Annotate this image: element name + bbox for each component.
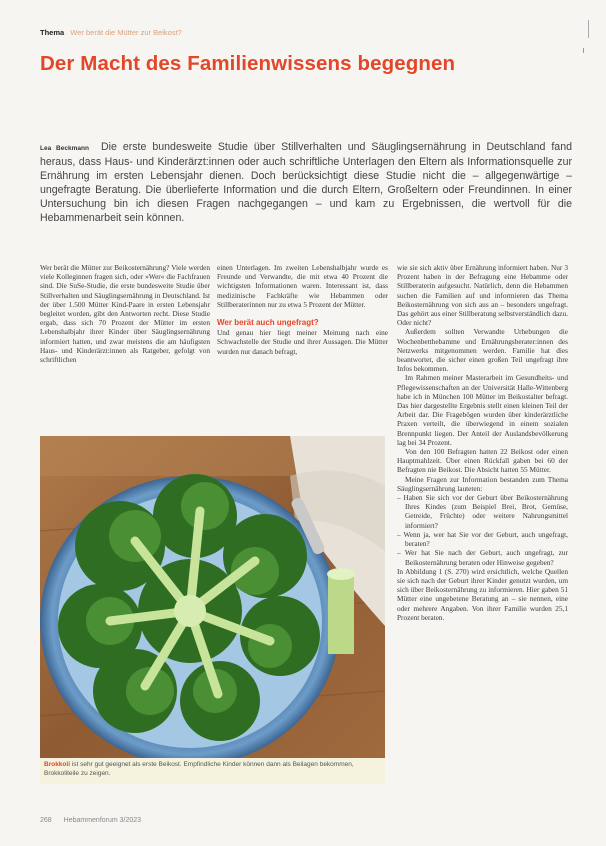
body-paragraph: Von den 100 Befragten hatten 22 Beikost oder einen Hauptmahlzeit. Über einen Rückfall gaben bei 60 der Befragten nie Beikost. Die Absicht hatten 55 Mütter. [397, 447, 568, 475]
topic-label: Wer berät die Mütter zur Beikost? [70, 28, 182, 37]
caption-text: ist sehr gut geeignet als erste Beikost. Empfindliche Kinder können dann als Beilagen bekommen, Brokkoliteile zu zeigen. [44, 761, 354, 777]
lead-text: Die erste bundesweite Studie über Stillverhalten und Säuglingsernährung in Deutschland fand heraus, dass Haus- und Kinderärzt:innen oder auch schriftliche Unterlagen den Eltern als Informationsquelle zur Ernährung im ersten Lebensjahr dienen. Doch berücksichtigt diese Studie nicht die – allgegenwärtige – ungefragte Beratung. Die überlieferte Information und die durch Eltern, Großeltern oder Freundinnen. In einer Untersuchung bin ich diesen Fragen nachgegangen – und kam zu Ergebnissen, die wertvoll für die Hebammenarbeit sein können. [40, 141, 572, 224]
section-kicker [40, 28, 182, 37]
author-name: Lea Beckmann [40, 145, 89, 152]
list-item: – Wer hat Sie nach der Geburt, auch ungefragt, zur Beikosternährung beraten oder Hinweise gegeben? [397, 548, 568, 567]
list-item: – Haben Sie sich vor der Geburt über Beikosternährung Ihres Kindes (zum Beispiel Brei, Brot, Gemüse, Getreide, Früchte) oder weitere Nahrungsmittel informiert? [397, 493, 568, 530]
page-title: Der Macht des Familienwissens begegnen [40, 52, 456, 75]
body-paragraph: einen Unterlagen. Im zweiten Lebenshalbjahr wurde es Freunde und Verwandte, die mit etwa 40 Prozent die wichtigsten Informationen waren. Interessant ist, dass medizinische Fachkräfte wie Hebammen oder Stillberaterinnen nur zu etwa 5 Prozent der Mütter. [217, 263, 388, 309]
journal-name: Hebammenforum 3/2023 [63, 817, 142, 824]
crop-mark [588, 20, 589, 38]
body-paragraph: wie sie sich aktiv über Ernährung informiert haben. Nur 3 Prozent haben in der Befragung eine Hebamme oder Stillberaterin aufgesucht. Natürlich, denn die Hebammen suchen die Familien auf und informieren das Thema Beikosternährung von sich aus an – besonders ungefragt. Das gehört aus einer Stillberatung selbstverständlich dazu. Oder nicht? [397, 263, 568, 328]
section-subheading: Wer berät auch ungefragt? [217, 318, 319, 328]
page-number: 268 [40, 817, 52, 824]
body-paragraph: Meine Fragen zur Information bestanden zum Thema Säuglingsernährung lauteten: [397, 474, 568, 493]
photo-caption [40, 758, 385, 784]
text-column-1 [40, 263, 210, 364]
body-paragraph: In Abbildung 1 (S. 270) wird ersichtlich, welche Quellen sie sich nach der Geburt ihrer Kinder genutzt wurden, um sich über Beikosternährung zu informieren. Hier gaben 51 Mütter eine ungebetene Beratung an – sie nennen, eine oder mehrere Angaben. Von ihrer Familie wurden 25,1 Prozent beraten. [397, 566, 568, 622]
text-column-2 [217, 263, 388, 356]
text-column-3 [397, 263, 568, 622]
question-list [397, 493, 568, 567]
body-paragraph: Außerdem sollten Verwandte Urhebungen die Wochenbetthebamme und Ernährungsberater:innen des Netzwerks mitgenommen werden. Familie hat dies beantwortet, die sicher einen großen Teil ungefragt ihre Infos bekommen. [397, 327, 568, 374]
page-footer [40, 817, 151, 824]
crop-mark [583, 48, 584, 53]
caption-label: Brokkoli [44, 761, 71, 768]
body-paragraph: Und genau hier liegt meiner Meinung nach eine Schwachstelle der Studie und ihrer Aussagen. Die Mütter wurden nur danach befragt, [217, 328, 388, 356]
body-paragraph: Wer berät die Mütter zur Beikosternährung? Viele werden viele Kolleginnen fragen sich, oder »Wer« die Fachfrauen sind. Die SuSe-Studie, die erste bundesweite Studie über Stillverhalten und Säuglingsernährung in Deutschland. Ist der über 1.500 Mütter Kind-Paare in ersten Lebensjahr begleitet worden, gibt den Antworten recht. Diese Studie ergab, dass sich 70 Prozent der Mütter im ersten Lebenshalbjahr ihrer Kinder über Säuglingsernährung informiert hatten, und zwar meistens die am häufigsten Haus- und Kinderärzt:innen als Ratgeber, gefolgt von schriftlichen [40, 263, 210, 365]
list-item: – Wenn ja, wer hat Sie vor der Geburt, auch ungefragt, beraten? [397, 529, 568, 549]
lead-paragraph [40, 141, 572, 225]
body-paragraph: Im Rahmen meiner Masterarbeit im Gesundheits- und Pflegewissenschaften an der Universität Halle-Wittenberg habe ich in München 100 Mütter im Beikostalter befragt. Das hier dargestellte Ergebnis stellt einen kleinen Teil der Arbeit dar. Die Fragebögen wurden über kinderärztliche Praxen verteilt, die überwiegend in einem sozialen Brennpunkt liegen. Der Anteil der Auslandsbevölkerung lag bei 34 Prozent. [397, 373, 568, 447]
section-label: Thema [40, 28, 65, 37]
broccoli-photo [40, 436, 385, 759]
